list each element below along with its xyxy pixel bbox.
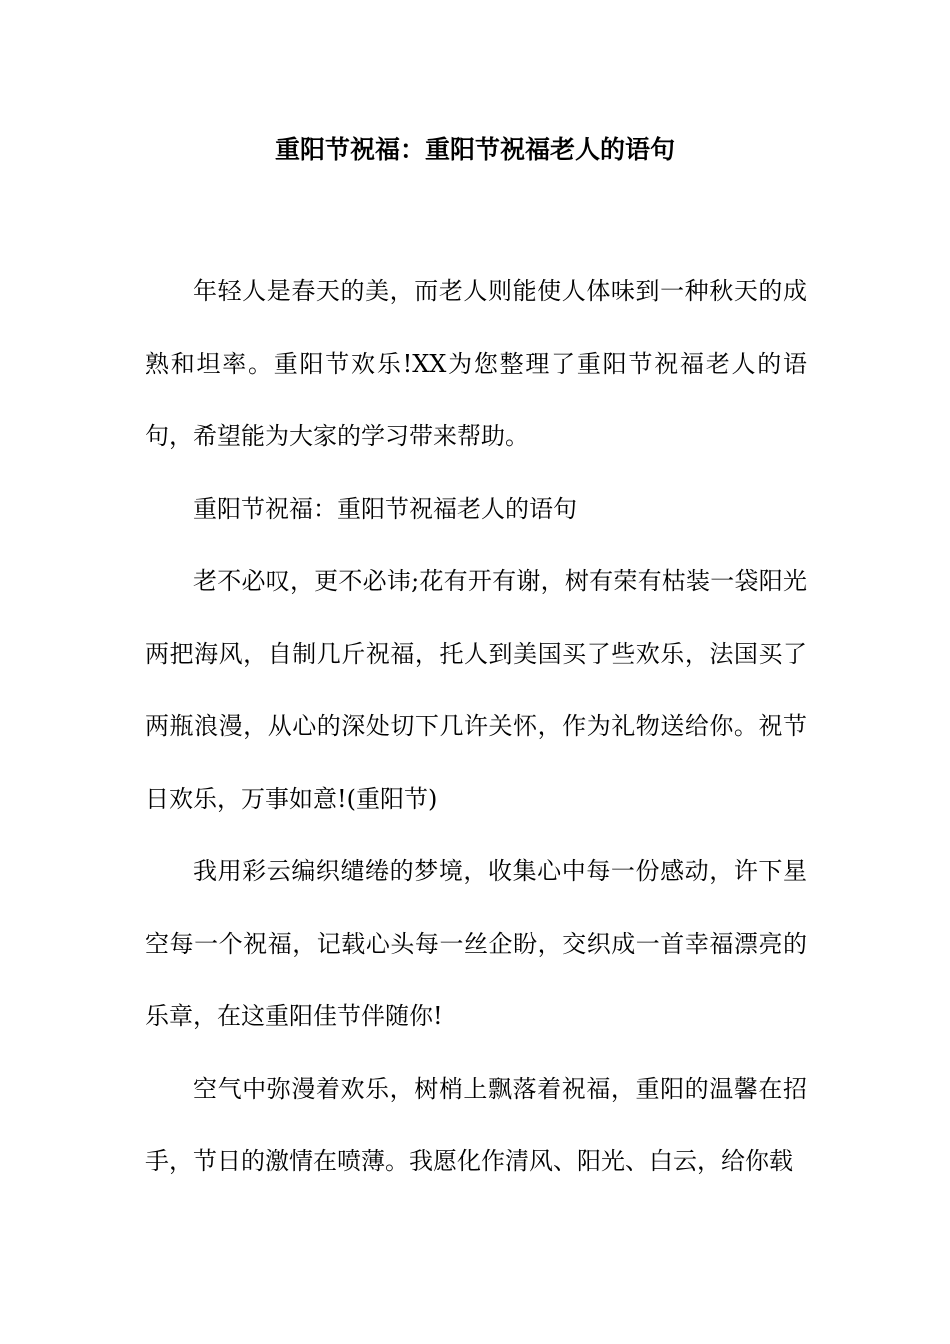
document-title: 重阳节祝福：重阳节祝福老人的语句	[274, 135, 675, 164]
paragraph-subheading: 重阳节祝福：重阳节祝福老人的语句	[193, 494, 577, 523]
document-body	[145, 255, 807, 1198]
paragraph-blessing-2: 我用彩云编织缱绻的梦境，收集心中每一份感动，许下星空每一个祝福，记载心头每一丝企盼，交织成一首幸福漂亮的乐章，在这重阳佳节伴随你!	[145, 857, 807, 1030]
paragraph-blessing-3: 空气中弥漫着欢乐，树梢上飘落着祝福，重阳的温馨在招手，节日的激情在喷薄。我愿化作清风、阳光、白云，给你载	[145, 1074, 807, 1175]
paragraph-blessing-1: 老不必叹，更不必讳;花有开有谢，树有荣有枯装一袋阳光两把海风，自制几斤祝福，托人到美国买了些欢乐，法国买了两瓶浪漫，从心的深处切下几许关怀，作为礼物送给你。祝节日欢乐，万事如意!(重阳节)	[145, 567, 807, 813]
paragraph-intro: 年轻人是春天的美，而老人则能使人体味到一种秋天的成熟和坦率。重阳节欢乐!XX为您整理了重阳节祝福老人的语句，希望能为大家的学习带来帮助。	[145, 277, 807, 450]
